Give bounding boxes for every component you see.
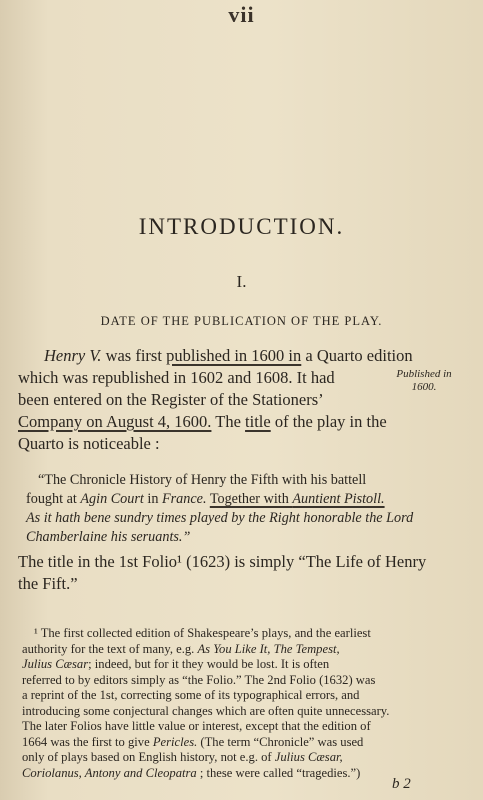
paragraph-1-line-1: Henry V. was first published in 1600 in a Quarto edition	[44, 346, 413, 365]
quote-line-1: “The Chronicle History of Henry the Fifth with his battell	[38, 472, 367, 488]
footnote-line-1: ¹ The first collected edition of Shakespeare’s plays, and the earliest	[34, 626, 371, 640]
chapter-heading: INTRODUCTION.	[138, 214, 345, 239]
paragraph-1-line-5: Quarto is noticeable :	[18, 434, 160, 453]
underlined-word: title	[245, 412, 271, 431]
paragraph-2-line-2: the Fift.”	[18, 574, 78, 593]
footnote-line-2: authority for the text of many, e.g. As You Like It, The Tempest,	[22, 641, 340, 656]
paragraph-1-line-4: Company on August 4, 1600. The title of the play in the	[18, 412, 387, 431]
quote-line-2: fought at Agin Court in France. Together with Auntient Pistoll.	[26, 491, 385, 507]
underlined-date: Company on August 4, 1600.	[18, 412, 212, 431]
section-title: DATE OF THE PUBLICATION OF THE PLAY.	[100, 314, 383, 328]
page-number: vii	[228, 2, 255, 27]
play-title: Henry V.	[44, 346, 102, 365]
footnote-line-8: 1664 was the first to give Pericles. (The term “Chronicle” was used	[22, 734, 364, 749]
footnote-line-10: Coriolanus, Antony and Cleopatra ; these were called “tragedies.”)	[22, 765, 361, 780]
underlined-phrase: published in 1600 in	[166, 346, 302, 365]
section-numeral: I.	[236, 272, 247, 291]
quote-line-4: Chamberlaine his seruants.”	[26, 529, 191, 545]
signature-mark: b 2	[392, 776, 411, 792]
paragraph-2-line-1: The title in the 1st Folio¹ (1623) is simply “The Life of Henry	[18, 552, 427, 571]
footnote-line-4: referred to by editors simply as “the Folio.” The 2nd Folio (1632) was	[22, 672, 376, 687]
underlined-quote-phrase: Together with Auntient Pistoll.	[209, 491, 385, 507]
footnote-line-6: introducing some conjectural changes which are often quite unnecessary.	[22, 703, 390, 718]
margin-note-line-2: 1600.	[411, 381, 437, 393]
paragraph-1-line-3: been entered on the Register of the Stationers’	[18, 390, 324, 409]
footnote-line-7: The later Folios have little value or interest, except that the edition of	[22, 719, 371, 733]
footnote-line-9: only of plays based on English history, not e.g. of Julius Cæsar,	[22, 750, 343, 764]
footnote-line-3: Julius Cæsar; indeed, but for it they would be lost. It is often	[22, 657, 330, 671]
margin-note	[384, 368, 464, 394]
paragraph-1-line-2: which was republished in 1602 and 1608. It had	[18, 368, 335, 387]
quote-line-3: As it hath bene sundry times played by the Right honorable the Lord	[26, 510, 414, 526]
margin-note-line-1: Published in	[396, 368, 452, 380]
footnote-line-5: a reprint of the 1st, correcting some of its typographical errors, and	[22, 688, 360, 702]
